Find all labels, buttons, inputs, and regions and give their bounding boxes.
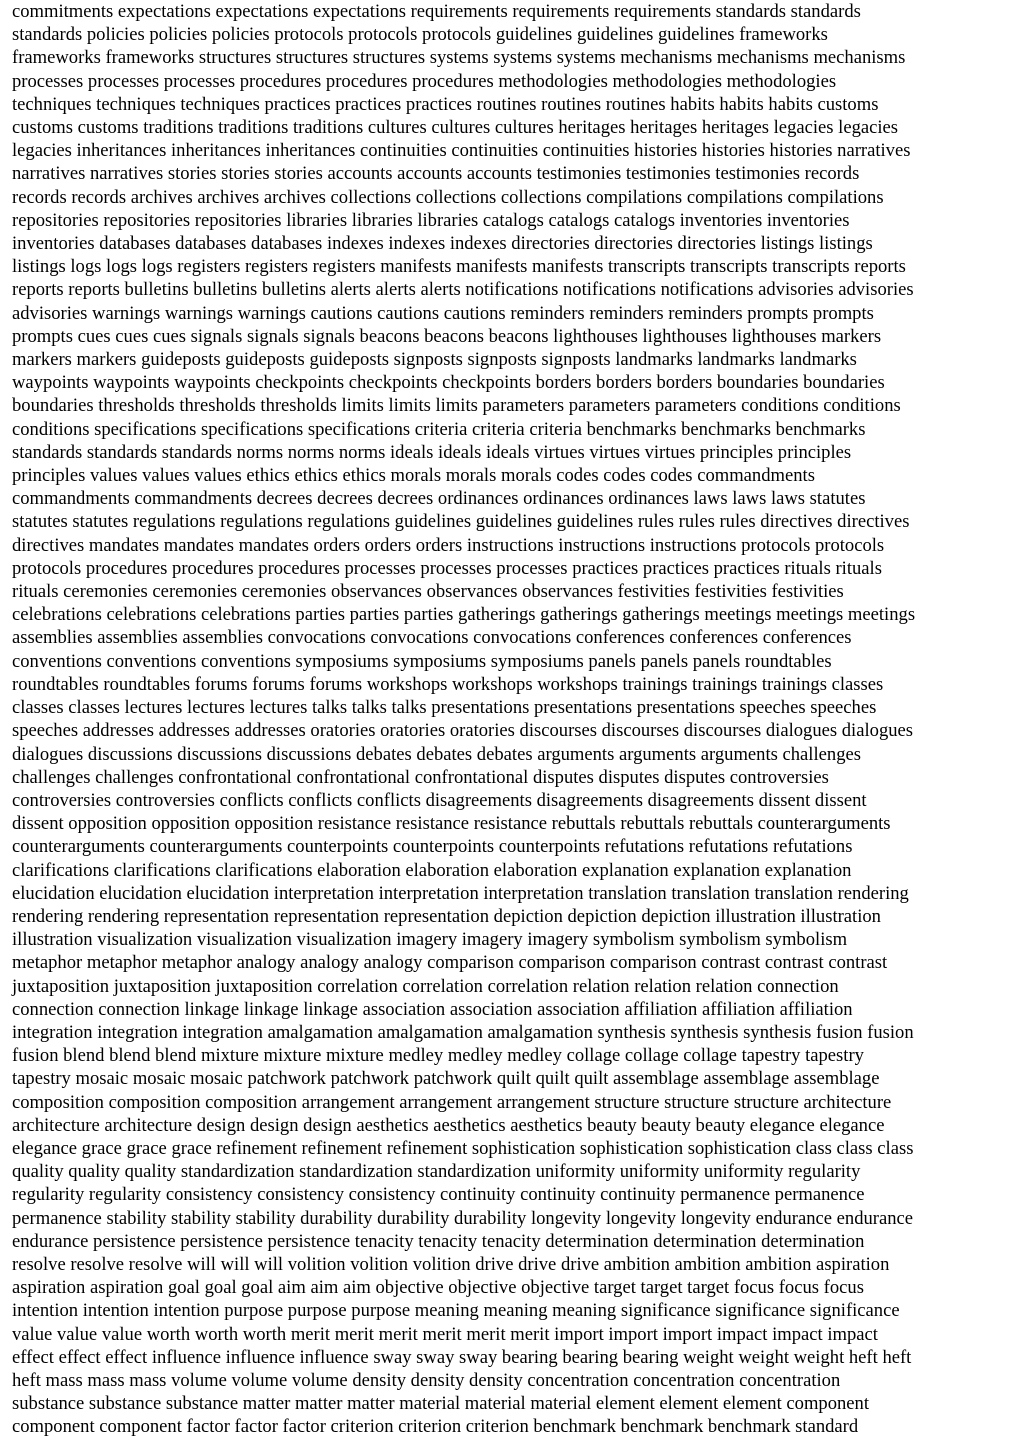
text-line: clarifications clarifications clarifications elaboration elaboration elaboration explanation explanation explanation: [12, 859, 852, 881]
document-body: [12, 0, 1020, 1439]
text-line: directives mandates mandates mandates orders orders orders instructions instructions instructions protocols protocols: [12, 534, 885, 556]
text-line: quality quality quality standardization standardization standardization uniformity uniformity uniformity regularity: [12, 1161, 861, 1183]
text-line: resolve resolve resolve will will will volition volition volition drive drive drive ambition ambition ambition aspiration: [12, 1253, 890, 1275]
text-line: advisories warnings warnings warnings cautions cautions cautions reminders reminders reminders prompts prompts: [12, 302, 874, 324]
text-line: connection connection linkage linkage linkage association association association affiliation affiliation affiliation: [12, 998, 853, 1020]
text-line: techniques techniques techniques practices practices practices routines routines routines habits habits habits customs: [12, 93, 879, 115]
text-line: protocols procedures procedures procedures processes processes processes practices practices practices rituals rituals: [12, 557, 882, 579]
text-line: rituals ceremonies ceremonies ceremonies observances observances observances festivities festivities festivities: [12, 581, 844, 603]
text-line: legacies inheritances inheritances inheritances continuities continuities continuities histories histories histories narratives: [12, 140, 911, 162]
text-line: endurance persistence persistence persistence tenacity tenacity tenacity determination determination determination: [12, 1230, 865, 1252]
text-line: repositories repositories repositories libraries libraries libraries catalogs catalogs catalogs inventories inventories: [12, 209, 850, 231]
text-line: composition composition composition arrangement arrangement arrangement structure structure structure architecture: [12, 1091, 892, 1113]
text-line: challenges challenges confrontational confrontational confrontational disputes disputes disputes controversies: [12, 766, 829, 788]
text-line: speeches addresses addresses addresses oratories oratories oratories discourses discourses discourses dialogues dialogues: [12, 720, 914, 742]
text-line: waypoints waypoints waypoints checkpoints checkpoints checkpoints borders borders borders boundaries boundaries: [12, 372, 885, 394]
text-line: prompts cues cues cues signals signals signals beacons beacons beacons lighthouses lighthouses lighthouses markers: [12, 325, 882, 347]
text-line: frameworks frameworks structures structures structures systems systems systems mechanisms mechanisms mechanisms: [12, 47, 906, 69]
text-line: commitments expectations expectations expectations requirements requirements requirements standards standards: [12, 1, 861, 22]
text-line: architecture architecture design design design aesthetics aesthetics aesthetics beauty beauty beauty elegance elegance: [12, 1114, 885, 1136]
text-line: component component factor factor factor criterion criterion criterion benchmark benchmark benchmark standard: [12, 1416, 859, 1438]
text-line: permanence stability stability stability durability durability durability longevity longevity longevity endurance endurance: [12, 1207, 914, 1229]
text-line: rendering rendering representation representation representation depiction depiction depiction illustration illustration: [12, 905, 881, 927]
text-line: dissent opposition opposition opposition resistance resistance resistance rebuttals rebuttals rebuttals counterarguments: [12, 813, 891, 835]
text-line: substance substance substance matter matter matter material material material element element element component: [12, 1393, 870, 1415]
text-line: metaphor metaphor metaphor analogy analogy analogy comparison comparison comparison contrast contrast contrast: [12, 952, 888, 974]
text-line: processes processes processes procedures procedures procedures methodologies methodologies methodologies: [12, 70, 837, 92]
text-line: boundaries thresholds thresholds thresholds limits limits limits parameters parameters parameters conditions conditions: [12, 395, 901, 417]
text-line: celebrations celebrations celebrations parties parties parties gatherings gatherings gatherings meetings meetings meetings: [12, 604, 916, 626]
text-line: principles values values values ethics ethics ethics morals morals morals codes codes codes commandments: [12, 465, 815, 487]
text-line: standards policies policies policies protocols protocols protocols guidelines guidelines guidelines frameworks: [12, 24, 828, 46]
text-line: statutes statutes regulations regulations regulations guidelines guidelines guidelines rules rules rules directives directives: [12, 511, 910, 533]
text-line: integration integration integration amalgamation amalgamation amalgamation synthesis synthesis synthesis fusion fusion: [12, 1021, 914, 1043]
text-line: standards standards standards norms norms norms ideals ideals ideals virtues virtues virtues principles principles: [12, 441, 852, 463]
text-line: classes classes lectures lectures lectures talks talks talks presentations presentations presentations speeches speeches: [12, 697, 877, 719]
text-line: elucidation elucidation elucidation interpretation interpretation interpretation translation translation translation rendering: [12, 882, 909, 904]
text-line: regularity regularity consistency consistency consistency continuity continuity continuity permanence permanence: [12, 1184, 865, 1206]
text-line: narratives narratives stories stories stories accounts accounts accounts testimonies testimonies testimonies records: [12, 163, 860, 185]
text-line: intention intention intention purpose purpose purpose meaning meaning meaning significance significance significance: [12, 1300, 900, 1322]
text-line: markers markers guideposts guideposts guideposts signposts signposts signposts landmarks landmarks landmarks: [12, 349, 857, 371]
text-line: assemblies assemblies assemblies convocations convocations convocations conferences conferences conferences: [12, 627, 852, 649]
text-line: dialogues discussions discussions discussions debates debates debates arguments arguments arguments challenges: [12, 743, 861, 765]
text-line: controversies controversies conflicts conflicts conflicts disagreements disagreements disagreements dissent dissent: [12, 789, 867, 811]
text-line: effect effect effect influence influence influence sway sway sway bearing bearing bearing weight weight weight heft heft: [12, 1346, 912, 1368]
text-line: juxtaposition juxtaposition juxtaposition correlation correlation correlation relation relation relation connection: [12, 975, 839, 997]
text-line: elegance grace grace grace refinement refinement refinement sophistication sophistication sophistication class class class: [12, 1137, 914, 1159]
text-line: records records archives archives archives collections collections collections compilations compilations compilations: [12, 186, 884, 208]
text-line: heft mass mass mass volume volume volume density density density concentration concentration concentration: [12, 1369, 841, 1391]
text-line: fusion blend blend blend mixture mixture mixture medley medley medley collage collage collage tapestry tapestry: [12, 1045, 864, 1067]
text-line: listings logs logs logs registers registers registers manifests manifests manifests transcripts transcripts transcripts reports: [12, 256, 906, 278]
text-line: reports reports bulletins bulletins bulletins alerts alerts alerts notifications notifications notifications advisories advisories: [12, 279, 914, 301]
text-line: roundtables roundtables forums forums forums workshops workshops workshops trainings trainings trainings classes: [12, 673, 884, 695]
text-line: value value value worth worth worth merit merit merit merit merit merit import import import impact impact impact: [12, 1323, 878, 1345]
text-line: commandments commandments decrees decrees decrees ordinances ordinances ordinances laws laws laws statutes: [12, 488, 866, 510]
text-line: tapestry mosaic mosaic mosaic patchwork patchwork patchwork quilt quilt quilt assemblage assemblage assemblage: [12, 1068, 880, 1090]
text-line: inventories databases databases databases indexes indexes indexes directories directories directories listings listings: [12, 233, 873, 255]
text-line: aspiration aspiration goal goal goal aim aim aim objective objective objective target target target focus focus focus: [12, 1277, 864, 1299]
text-line: customs customs traditions traditions traditions cultures cultures cultures heritages heritages heritages legacies legacies: [12, 117, 899, 139]
text-line: conditions specifications specifications specifications criteria criteria criteria benchmarks benchmarks benchmarks: [12, 418, 866, 440]
text-line: counterarguments counterarguments counterpoints counterpoints counterpoints refutations refutations refutations: [12, 836, 853, 858]
text-line: illustration visualization visualization visualization imagery imagery imagery symbolism symbolism symbolism: [12, 929, 848, 951]
text-line: conventions conventions conventions symposiums symposiums symposiums panels panels panels roundtables: [12, 650, 832, 672]
